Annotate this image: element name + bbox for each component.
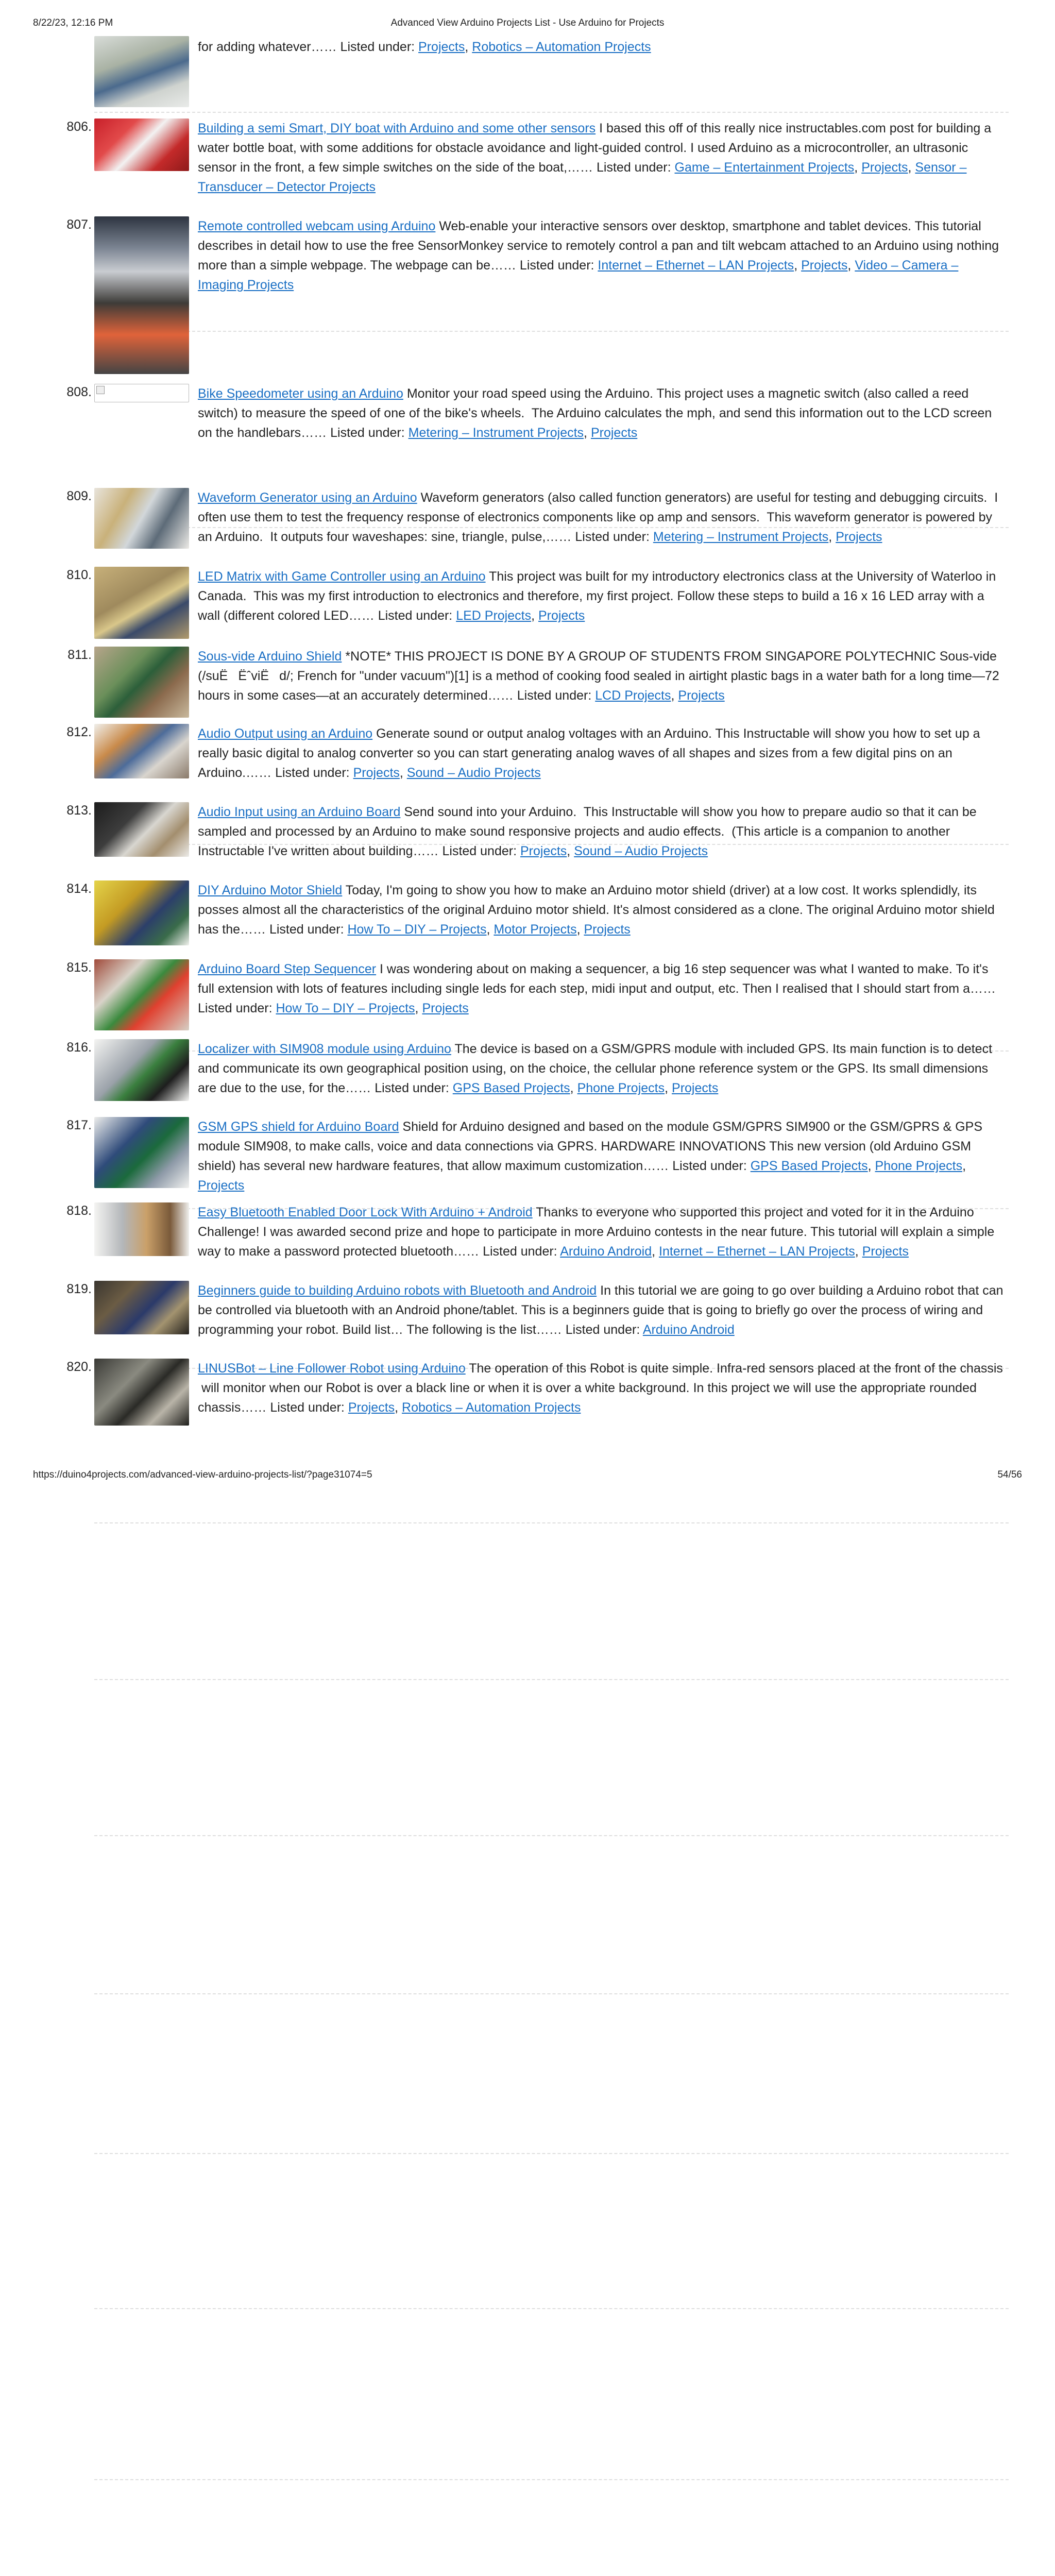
category-link[interactable]: GPS Based Projects (750, 1159, 868, 1173)
project-title-link[interactable]: GSM GPS shield for Arduino Board (198, 1120, 399, 1134)
category-link[interactable]: Robotics – Automation Projects (402, 1400, 581, 1415)
project-thumbnail[interactable] (94, 724, 189, 778)
project-title-link[interactable]: Building a semi Smart, DIY boat with Arduino and some other sensors (198, 121, 596, 135)
item-divider (94, 2479, 1009, 2480)
category-link[interactable]: LED Projects (456, 608, 532, 623)
item-divider (94, 112, 1009, 113)
category-link[interactable]: Projects (672, 1081, 719, 1095)
project-description: The operation of this Robot is quite simple. Infra-red sensors placed at the front of the chassis will monitor when our Robot is over a black line or when it is over a white background. In this project we will use the appropriate rounded chassis…… (198, 1361, 1003, 1415)
listed-under-label: Listed under: (517, 688, 592, 703)
listed-under-label: Listed under: (442, 844, 517, 858)
print-page-number: 54/56 (997, 1469, 1022, 1480)
project-thumbnail[interactable] (94, 1281, 189, 1334)
item-number: 818. (66, 1204, 92, 1218)
project-thumbnail[interactable] (94, 647, 189, 718)
project-description: Waveform generators (also called function generators) are useful for testing and debugging circuits. I often use them to test the frequency response of electronics components like op amp and sensors. This waveform generator is powered by an Arduino. It outputs four waveshapes: sine, triangle, pulse,…… (198, 490, 998, 544)
project-description: I based this off of this really nice instructables.com post for building a water bottle boat, with some additions for obstacle avoidance and light-guided control. I used Arduino as a microcontroller, an ultrasonic sensor in the front, a few simple switches on the side of the boat,…… (198, 121, 992, 175)
project-title-link[interactable]: DIY Arduino Motor Shield (198, 883, 343, 897)
category-link[interactable]: Metering – Instrument Projects (653, 530, 829, 544)
category-link[interactable]: LCD Projects (595, 688, 671, 703)
project-thumbnail[interactable] (94, 1039, 189, 1101)
item-divider (94, 1522, 1009, 1523)
project-title-link[interactable]: LINUSBot – Line Follower Robot using Arduino (198, 1361, 466, 1376)
project-title-link[interactable]: Audio Input using an Arduino Board (198, 805, 401, 819)
project-title-link[interactable]: Easy Bluetooth Enabled Door Lock With Arduino + Android (198, 1205, 533, 1219)
category-link[interactable]: Projects (584, 922, 631, 937)
item-text: Localizer with SIM908 module using Arduino The device is based on a GSM/GPRS module with included GPS. Its main function is to detect and communicate its own geographical position using, on the choice, the cellular phone reference system or the GPS. Its small dimensions are due to the use, for the…… Listed under: GPS Based Projects, Phone Projects, Projects (198, 1042, 993, 1095)
project-title-link[interactable]: Localizer with SIM908 module using Arduino (198, 1042, 451, 1056)
item-number: 819. (66, 1282, 92, 1296)
category-link[interactable]: Projects (198, 1178, 245, 1193)
print-url: https://duino4projects.com/advanced-view-arduino-projects-list/?page31074=5 (33, 1469, 372, 1480)
category-link[interactable]: Projects (418, 40, 465, 54)
category-link[interactable]: How To – DIY – Projects (276, 1001, 415, 1015)
item-number: 814. (66, 882, 92, 896)
category-link[interactable]: Sound – Audio Projects (406, 766, 541, 780)
listed-under-label: Listed under: (565, 1323, 640, 1337)
project-thumbnail[interactable] (94, 1202, 189, 1256)
listed-under-label: Listed under: (340, 40, 415, 54)
category-link[interactable]: Sound – Audio Projects (574, 844, 708, 858)
print-page-title: Advanced View Arduino Projects List - Use Arduino for Projects (390, 18, 665, 28)
category-link[interactable]: Internet – Ethernet – LAN Projects (598, 258, 794, 273)
item-divider (94, 1993, 1009, 1994)
project-description: Today, I'm going to show you how to make an Arduino motor shield (driver) at a low cost. It works splendidly, its posses almost all the characteristics of the original Arduino motor shield. It's almost considered as a clone. The original Arduino motor shield has the…… (198, 883, 995, 937)
category-link[interactable]: Projects (590, 426, 638, 440)
item-number: 811. (67, 648, 92, 662)
project-description: Generate sound or output analog voltages with an Arduino. This Instructable will show you how to set up a really basic digital to analog converter so you can start generating analog waves of all shapes and sizes from a few digital pins on an Arduino.…… (198, 726, 980, 780)
item-number: 817. (66, 1118, 92, 1132)
project-thumbnail[interactable] (94, 567, 189, 639)
project-description: This project was built for my introductory electronics class at the University of Waterloo in Canada. This was my first introduction to electronics and therefore, my first project. Follow these steps to build a 16 x 16 LED array with a wall (different colored LED…… (198, 569, 996, 623)
item-number: 813. (66, 803, 92, 818)
listed-under-label: Listed under: (375, 1081, 449, 1095)
category-link[interactable]: Metering – Instrument Projects (408, 426, 584, 440)
category-link[interactable]: Projects (353, 766, 400, 780)
category-link[interactable]: Sensor – Transducer – Detector Projects (198, 160, 967, 194)
item-number: 810. (66, 568, 92, 582)
item-text (198, 1281, 1008, 1340)
category-link[interactable]: Projects (520, 844, 567, 858)
item-text: Audio Output using an Arduino Generate sound or output analog voltages with an Arduino. This Instructable will show you how to set up a really basic digital to analog converter so you can start generating analog waves of all shapes and sizes from a few digital pins on an Arduino.…… Listed under: Projects, Sound – Audio Projects (198, 726, 980, 780)
listed-under-label: Listed under: (672, 1159, 747, 1173)
category-link[interactable]: Arduino Android (642, 1323, 735, 1337)
listed-under-label: Listed under: (378, 608, 453, 623)
item-divider (94, 1835, 1009, 1836)
listed-under-label: Listed under: (483, 1244, 557, 1259)
print-footer (33, 1469, 1022, 1485)
category-link[interactable]: Phone Projects (577, 1081, 665, 1095)
listed-under-label: Listed under: (270, 1400, 345, 1415)
project-thumbnail[interactable] (94, 216, 189, 374)
project-title-link[interactable]: Remote controlled webcam using Arduino (198, 219, 436, 233)
print-datetime: 8/22/23, 12:16 PM (33, 18, 113, 28)
project-title-link[interactable]: Sous-vide Arduino Shield (198, 649, 342, 664)
item-divider (94, 331, 1009, 332)
broken-image-icon (96, 386, 105, 394)
category-link[interactable]: Projects (836, 530, 882, 544)
project-title-link[interactable]: LED Matrix with Game Controller using an Arduino (198, 569, 486, 584)
category-link[interactable]: Projects (862, 1244, 909, 1259)
listed-under-label: Listed under: (198, 1001, 273, 1015)
item-number: 807. (66, 217, 92, 232)
listed-under-label: Listed under: (269, 922, 344, 937)
item-divider (94, 2153, 1009, 2154)
project-thumbnail[interactable] (94, 488, 189, 549)
listed-under-label: Listed under: (575, 530, 650, 544)
project-thumbnail[interactable] (94, 1359, 189, 1426)
item-text: Audio Input using an Arduino Board Send sound into your Arduino. This Instructable will show you how to prepare audio so that it can be sampled and processed by an Arduino to make sound responsive projects and audio effects. (This article is a companion to another Instructable I've written about building…… Listed under: Projects, Sound – Audio Projects (198, 805, 977, 858)
item-text: Easy Bluetooth Enabled Door Lock With Arduino + Android Thanks to everyone who supported this project and voted for it in the Arduino Challenge! I was awarded second prize and hope to participate in more Arduino contests in the near future. This tutorial will explain a simple way to make a password protected bluetooth…… Listed under: Arduino Android, Internet – Ethernet – LAN Projects, Projects (198, 1205, 995, 1259)
print-header (33, 18, 1022, 33)
project-thumbnail-placeholder[interactable] (94, 384, 189, 402)
project-description: I was wondering about on making a sequencer, a big 16 step sequencer was what I wanted to make. To it's full extension with lots of features including single leds for each step, midi input and output, etc. Then I realised that I should start from a…… (198, 962, 996, 996)
item-text: GSM GPS shield for Arduino Board Shield for Arduino designed and based on the module GSM/GPRS SIM900 or the GSM/GPRS & GPS module SIM908, to make calls, voice and data connections via GPRS. HARDWARE INNOVATIONS This new version (old Arduino GSM shield) has several new hardware features, that allow maximum customization…… Listed under: GPS Based Projects, Phone Projects, Projects (198, 1120, 983, 1193)
category-link[interactable]: Projects (801, 258, 848, 273)
project-thumbnail[interactable] (94, 880, 189, 945)
category-link[interactable]: How To – DIY – Projects (347, 922, 487, 937)
project-description: Shield for Arduino designed and based on the module GSM/GPRS SIM900 or the GSM/GPRS & GPS module SIM908, to make calls, voice and data connections via GPRS. HARDWARE INNOVATIONS This new version (old Arduino GSM shield) has several new hardware features, that allow maximum customization…… (198, 1120, 983, 1173)
project-title-link[interactable]: Arduino Board Step Sequencer (198, 962, 377, 976)
item-text: Remote controlled webcam using Arduino Web-enable your interactive sensors over desktop, smartphone and tablet devices. This tutorial describes in detail how to use the free SensorMonkey service to remotely control a pan and tilt webcam attached to an Arduino using nothing more than a simple webpage. The webpage can be…… Listed under: Internet – Ethernet – LAN Projects, Projects, Video – Camera – Imaging Projects (198, 219, 999, 292)
item-text: LINUSBot – Line Follower Robot using Arduino The operation of this Robot is quite simple. Infra-red sensors placed at the front of the chassis will monitor when our Robot is over a black line or when it is over a white background. In this project we will use the appropriate rounded chassis…… Listed under: Projects, Robotics – Automation Projects (198, 1361, 1003, 1415)
project-thumbnail[interactable] (94, 802, 189, 857)
item-divider (94, 1679, 1009, 1680)
project-description: In this tutorial we are going to go over building a Arduino robot that can be controlled via bluetooth with an Android phone/tablet. This is a beginners guide that is going to briefly go over the process of wiring and programming your robot. Build list… The following is the list…… (198, 1283, 1003, 1337)
project-title-link[interactable]: Audio Output using an Arduino (198, 726, 373, 741)
item-number: 816. (66, 1040, 92, 1055)
item-text: Bike Speedometer using an Arduino Monitor your road speed using the Arduino. This project uses a magnetic switch (also called a reed switch) to measure the speed of one of the bike's wheels. The Arduino calculates the mph, and send this information out to the LCD screen on the handlebars…… Listed under: Metering – Instrument Projects, Projects (198, 386, 992, 440)
project-thumbnail[interactable] (94, 118, 189, 171)
category-link[interactable]: Motor Projects (494, 922, 577, 937)
category-link[interactable]: Projects (678, 688, 725, 703)
category-link[interactable]: Projects (422, 1001, 469, 1015)
category-link[interactable]: Projects (538, 608, 585, 623)
item-text: Arduino Board Step Sequencer I was wondering about on making a sequencer, a big 16 step sequencer was what I wanted to make. To it's full extension with lots of features including single leds for each step, midi input and output, etc. Then I realised that I should start from a…… Listed under: How To – DIY – Projects, Projects (198, 962, 996, 1015)
listed-under-label: Listed under: (519, 258, 594, 273)
project-title-link[interactable]: Waveform Generator using an Arduino (198, 490, 417, 505)
item-number: 812. (66, 725, 92, 739)
item-text: Waveform Generator using an Arduino Waveform generators (also called function generators) are useful for testing and debugging circuits. I often use them to test the frequency response of electronics components like op amp and sensors. This waveform generator is powered by an Arduino. It outputs four waveshapes: sine, triangle, pulse,…… Listed under: Metering – Instrument Projects, Projects (198, 490, 998, 544)
project-thumbnail[interactable] (94, 959, 189, 1030)
project-description: Web-enable your interactive sensors over desktop, smartphone and tablet devices. This tutorial describes in detail how to use the free SensorMonkey service to remotely control a pan and tilt webcam attached to an Arduino using nothing more than a simple webpage. The webpage can be…… (198, 219, 999, 273)
project-title-link[interactable]: Bike Speedometer using an Arduino (198, 386, 403, 401)
item-number: 809. (66, 489, 92, 503)
item-text: for adding whatever…… Listed under: Projects, Robotics – Automation Projects (198, 40, 651, 54)
project-description: The device is based on a GSM/GPRS module with included GPS. Its main function is to detect and communicate its own geographical position using, on the choice, the cellular phone reference system or the GPS. Its small dimensions are due to the use, for the…… (198, 1042, 993, 1095)
category-link[interactable]: GPS Based Projects (452, 1081, 570, 1095)
category-link[interactable]: Video – Camera – Imaging Projects (198, 258, 959, 292)
category-link[interactable]: Robotics – Automation Projects (472, 40, 651, 54)
item-number: 806. (66, 120, 92, 134)
listed-under-label: Listed under: (275, 766, 350, 780)
listed-under-label: Listed under: (597, 160, 671, 175)
project-title-link[interactable]: Beginners guide to building Arduino robots with Bluetooth and Android (198, 1283, 597, 1298)
item-text: Sous-vide Arduino Shield *NOTE* THIS PROJECT IS DONE BY A GROUP OF STUDENTS FROM SINGAPORE POLYTECHNIC Sous-vide (/suËËˆviËd/; French for "under vacuum")[1] is a method of cooking food sealed in airtight plastic bags in a water bath for a long time—72 hours in some cases—at an accurately determined…… Listed under: LCD Projects, Projects (198, 649, 999, 703)
project-description: *NOTE* THIS PROJECT IS DONE BY A GROUP OF STUDENTS FROM SINGAPORE POLYTECHNIC Sous-vide (/suËËˆviËd/; French for "under vacuum")[1] is a method of cooking food sealed in airtight plastic bags in a water bath for a long time—72 hours in some cases—at an accurately determined…… (198, 649, 999, 703)
project-description: for adding whatever…… (198, 40, 337, 54)
category-link[interactable]: Projects (861, 160, 908, 175)
listed-under-label: Listed under: (330, 426, 405, 440)
project-thumbnail[interactable] (94, 1117, 189, 1188)
project-description: Send sound into your Arduino. This Instructable will show you how to prepare audio so that it can be sampled and processed by an Arduino to make sound responsive projects and audio effects. (This article is a companion to another Instructable I've written about building…… (198, 805, 977, 858)
category-link[interactable]: Internet – Ethernet – LAN Projects (659, 1244, 855, 1259)
category-link[interactable]: Projects (348, 1400, 395, 1415)
item-text: LED Matrix with Game Controller using an Arduino This project was built for my introductory electronics class at the University of Waterloo in Canada. This was my first introduction to electronics and therefore, my first project. Follow these steps to build a 16 x 16 LED array with a wall (different colored LED…… Listed under: LED Projects, Projects (198, 569, 996, 623)
item-text: DIY Arduino Motor Shield Today, I'm going to show you how to make an Arduino motor shield (driver) at a low cost. It works splendidly, its posses almost all the characteristics of the original Arduino motor shield. It's almost considered as a clone. The original Arduino motor shield has the…… Listed under: How To – DIY – Projects, Motor Projects, Projects (198, 883, 995, 937)
project-description: Monitor your road speed using the Arduino. This project uses a magnetic switch (also called a reed switch) to measure the speed of one of the bike's wheels. The Arduino calculates the mph, and send this information out to the LCD screen on the handlebars…… (198, 386, 992, 440)
category-link[interactable]: Arduino Android (560, 1244, 652, 1259)
item-divider (94, 2308, 1009, 2309)
item-number: 815. (66, 960, 92, 975)
item-number: 820. (66, 1360, 92, 1374)
item-number: 808. (66, 385, 92, 399)
item-text: Building a semi Smart, DIY boat with Arduino and some other sensors I based this off of this really nice instructables.com post for building a water bottle boat, with some additions for obstacle avoidance and light-guided control. I used Arduino as a microcontroller, an ultrasonic sensor in the front, a few simple switches on the side of the boat,…… Listed under: Game – Entertainment Projects, Projects, Sensor – Transducer – Detector Projects (198, 121, 992, 194)
project-description: Thanks to everyone who supported this project and voted for it in the Arduino Challenge! I was awarded second prize and hope to participate in more Arduino contests in the near future. This tutorial will explain a simple way to make a password protected bluetooth…… (198, 1205, 995, 1259)
category-link[interactable]: Phone Projects (875, 1159, 963, 1173)
project-thumbnail[interactable] (94, 36, 189, 107)
category-link[interactable]: Game – Entertainment Projects (674, 160, 855, 175)
